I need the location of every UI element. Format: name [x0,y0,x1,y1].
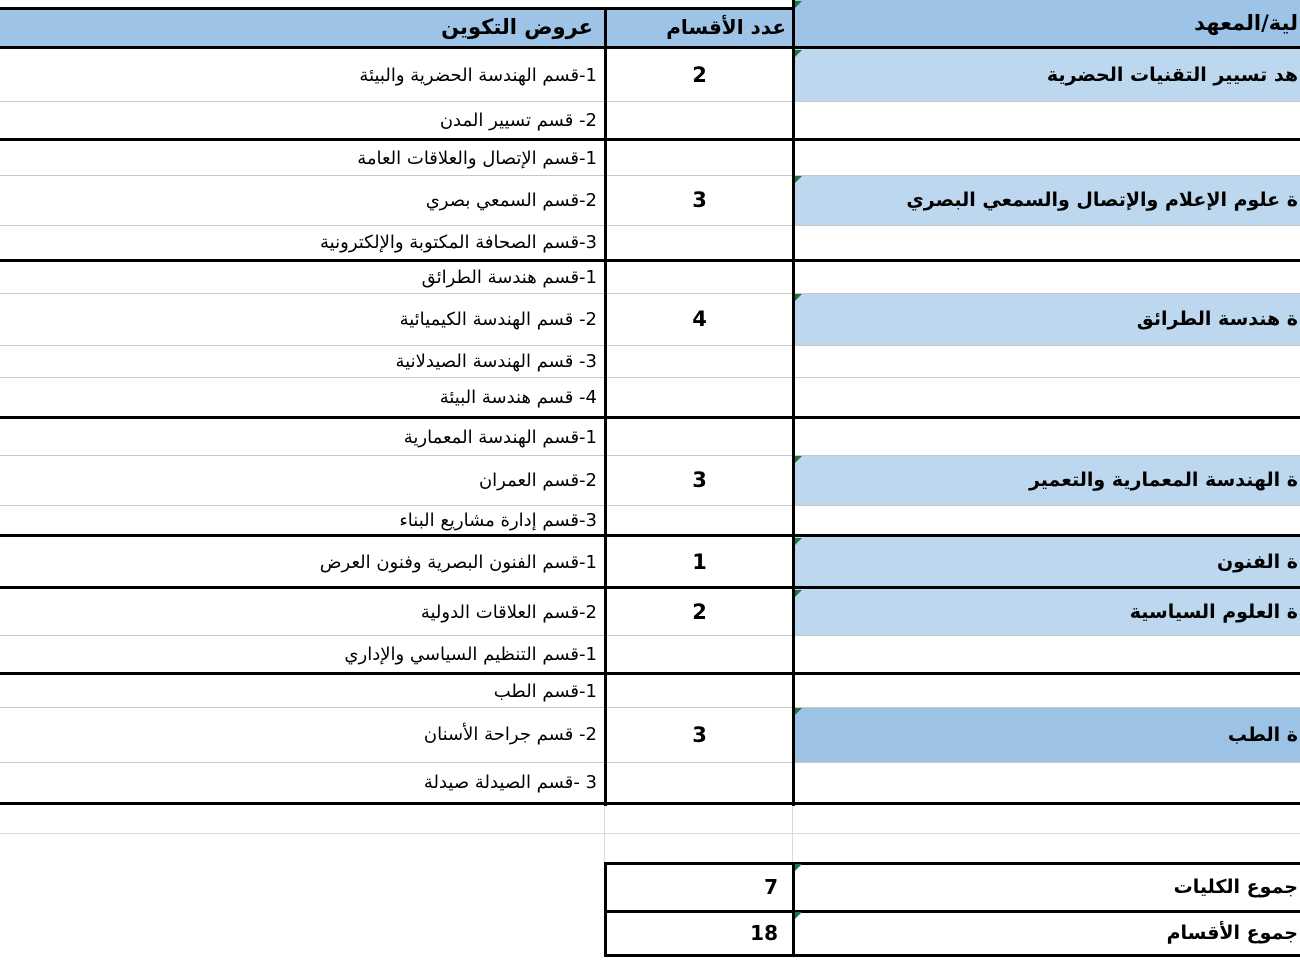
faculty-cell[interactable] [795,707,1300,762]
faculty-cell[interactable] [795,589,1300,635]
department-cell[interactable] [0,455,605,505]
department-cell-text: 1-قسم الطب [493,680,597,702]
grid-line [0,175,1300,176]
count-cell-text: 2 [692,600,707,624]
count-cell[interactable] [607,707,792,762]
faculty-cell-text: ة الفنون [1216,551,1298,573]
faculty-cell-text: ة العلوم السياسية [1129,601,1298,623]
error-indicator-icon [795,590,802,597]
total-value-cell-text: 18 [750,920,778,945]
department-cell-text: 1-قسم الهندسة الحضرية والبيئة [359,64,597,86]
error-indicator-icon [795,708,802,715]
grid-line [604,806,605,863]
department-cell[interactable] [0,345,605,377]
count-header-label: عدد الأقسام [666,15,786,39]
error-indicator-icon [795,456,802,463]
grid-line [0,455,1300,456]
count-cell-text: 4 [692,307,707,331]
group-border [0,259,1300,262]
department-cell-text: 2-قسم العلاقات الدولية [420,601,597,623]
count-cell[interactable] [607,293,792,345]
department-cell-text: 3-قسم الصحافة المكتوبة والإلكترونية [320,232,597,253]
count-cell[interactable] [607,455,792,505]
count-cell[interactable] [607,175,792,225]
group-border [0,586,1300,589]
grid-line [0,225,1300,226]
error-indicator-icon [795,50,802,57]
total-label-cell[interactable] [795,863,1300,911]
faculty-cell-text: ة الهندسة المعمارية والتعمير [1028,469,1298,491]
total-value-cell[interactable] [607,863,792,911]
count-cell-text: 3 [692,188,707,212]
department-cell[interactable] [0,505,605,535]
department-cell[interactable] [0,175,605,225]
department-cell[interactable] [0,675,605,707]
department-cell[interactable] [0,293,605,345]
department-cell-text: 2- قسم تسيير المدن [439,109,597,131]
department-cell[interactable] [0,762,605,803]
count-cell-text: 2 [692,63,707,87]
grid-line [0,833,1300,834]
count-cell[interactable] [607,537,792,587]
department-cell-text: 1-قسم هندسة الطرائق [421,267,597,288]
total-label-cell[interactable] [795,911,1300,954]
offers-header-cell[interactable] [0,8,605,46]
department-cell[interactable] [0,141,605,175]
error-indicator-icon [795,864,802,871]
grid-line [0,635,1300,636]
faculty-cell-text: هد تسيير التقنيات الحضرية [1046,64,1298,86]
count-cell[interactable] [607,49,792,101]
header-top-border [0,7,793,10]
department-cell[interactable] [0,635,605,673]
faculty-header-cell[interactable] [795,0,1300,46]
count-cell-text: 3 [692,468,707,492]
grid-line [0,707,1300,708]
totals-left-border [604,862,607,957]
group-border [0,672,1300,675]
grid-line [0,101,1300,102]
count-header-cell[interactable] [607,8,792,46]
totals-divider-border [792,862,795,957]
error-indicator-icon [795,1,802,8]
department-cell[interactable] [0,49,605,101]
group-border [0,416,1300,419]
column-border-b-c [792,0,795,806]
department-cell[interactable] [0,225,605,260]
department-cell[interactable] [0,262,605,293]
count-cell-text: 3 [692,722,707,747]
faculty-cell[interactable] [795,175,1300,225]
count-cell[interactable] [607,589,792,635]
department-cell-text: 4- قسم هندسة البيئة [439,386,597,408]
department-cell-text: 1-قسم التنظيم السياسي والإداري [344,643,597,665]
grid-line [0,293,1300,294]
department-cell[interactable] [0,377,605,417]
faculty-cell-text: ة الطب [1227,723,1298,746]
department-cell-text: 3- قسم الهندسة الصيدلانية [395,350,597,372]
faculty-cell-text: ة هندسة الطرائق [1136,308,1298,330]
department-cell-text: 2- قسم الهندسة الكيميائية [399,308,597,330]
department-cell[interactable] [0,707,605,762]
grid-line [0,505,1300,506]
column-border-a-b [604,8,607,806]
total-value-cell[interactable] [607,911,792,954]
error-indicator-icon [795,176,802,183]
department-cell-text: 2- قسم جراحة الأسنان [423,724,597,745]
faculty-cell[interactable] [795,455,1300,505]
grid-line [0,345,1300,346]
department-cell[interactable] [0,101,605,139]
department-cell[interactable] [0,537,605,587]
faculty-header-label: لية/المعهد [1194,11,1298,35]
group-border [0,138,1300,141]
department-cell[interactable] [0,419,605,455]
faculty-cell[interactable] [795,537,1300,587]
grid-line [792,806,793,863]
faculty-cell[interactable] [795,49,1300,101]
count-cell-text: 1 [692,550,707,574]
faculty-cell[interactable] [795,293,1300,345]
totals-top-border [604,862,1300,865]
group-border [0,534,1300,537]
grid-line [0,762,1300,763]
group-border [0,802,1300,805]
offers-header-label: عروض التكوين [441,15,593,39]
department-cell-text: 2-قسم السمعي بصري [425,189,597,211]
faculty-cell-text: ة علوم الإعلام والإتصال والسمعي البصري [906,189,1298,211]
total-label-cell-text: جموع الأقسام [1166,921,1298,944]
error-indicator-icon [795,912,802,919]
department-cell[interactable] [0,589,605,635]
error-indicator-icon [795,294,802,301]
totals-middle-border [604,910,1300,913]
department-cell-text: 1-قسم الهندسة المعمارية [403,426,597,448]
department-cell-text: 1-قسم الإتصال والعلاقات العامة [357,147,597,169]
department-cell-text: 1-قسم الفنون البصرية وفنون العرض [319,551,597,573]
total-label-cell-text: جموع الكليات [1173,876,1298,898]
totals-bottom-border [604,954,1300,957]
department-cell-text: 3-قسم إدارة مشاريع البناء [399,509,597,531]
header-bottom-border [0,46,1300,49]
department-cell-text: 2-قسم العمران [478,469,597,491]
grid-line [0,377,1300,378]
error-indicator-icon [795,538,802,545]
total-value-cell-text: 7 [764,875,778,899]
department-cell-text: 3 -قسم الصيدلة صيدلة [423,772,597,793]
